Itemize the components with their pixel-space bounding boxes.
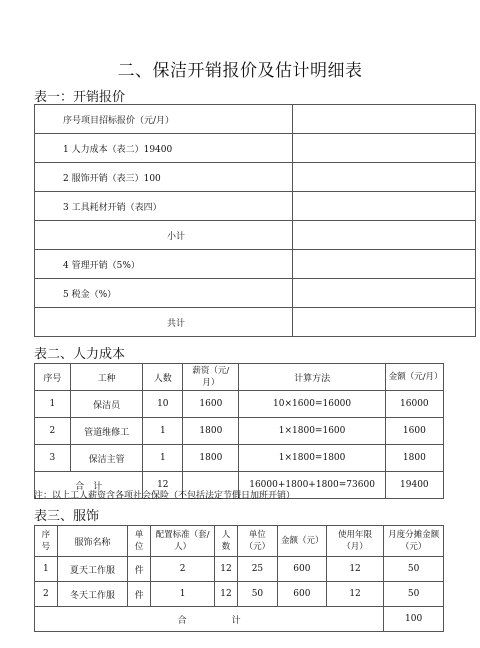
cell: 2 <box>151 557 215 582</box>
cell: 冬天工作服 <box>57 582 128 607</box>
t2-header-salary: 薪资（元/月） <box>183 364 239 391</box>
row-value <box>293 279 476 308</box>
t2-header-count: 人数 <box>143 364 183 391</box>
t2-header-type: 工种 <box>70 364 143 391</box>
row-label: 2 服饰开销（表三）100 <box>35 163 293 192</box>
cell: 管道维修工 <box>70 418 143 445</box>
cell: 1 <box>151 582 215 607</box>
row-label: 5 税金（%） <box>35 279 293 308</box>
cell: 1 <box>143 445 183 472</box>
table-row <box>35 582 444 607</box>
row-value <box>293 221 476 250</box>
t3-header-name: 服饰名称 <box>57 526 128 557</box>
cell: 10×1600=16000 <box>239 391 385 418</box>
cell: 件 <box>128 557 151 582</box>
row-value <box>293 192 476 221</box>
t3-header-no: 序号 <box>35 526 58 557</box>
cell: 保洁员 <box>70 391 143 418</box>
document-title: 二、保洁开销报价及估计明细表 <box>117 61 363 81</box>
t3-header-people: 人数 <box>215 526 238 557</box>
cell: 1600 <box>183 391 239 418</box>
cell: 1 <box>35 557 58 582</box>
cell: 25 <box>237 557 277 582</box>
cell: 夏天工作服 <box>57 557 128 582</box>
cell: 3 <box>35 445 71 472</box>
row-value <box>293 163 476 192</box>
table2-note: 注：以上工人薪资含各项社会保险（不包括法定节假日加班开销） <box>34 491 296 501</box>
table-row <box>35 134 476 163</box>
total-formula: 16000+1800+1800=73600 <box>239 472 385 499</box>
row-value <box>293 308 476 337</box>
table-total-row <box>35 607 444 632</box>
table3-caption: 表三、服饰 <box>34 509 100 524</box>
table-row <box>35 391 444 418</box>
total-amount: 19400 <box>385 472 443 499</box>
t2-header-no: 序号 <box>35 364 71 391</box>
table-row <box>35 557 444 582</box>
t3-header-monthly: 月度分摊金额（元） <box>384 526 444 557</box>
cell: 1800 <box>385 445 443 472</box>
t3-header-unit-price: 单位（元） <box>237 526 277 557</box>
cell: 16000 <box>385 391 443 418</box>
total-label: 合 计 <box>35 607 384 632</box>
t2-header-amount: 金额（元/月） <box>385 364 443 391</box>
cell: 2 <box>35 418 71 445</box>
row-value <box>293 134 476 163</box>
row-label: 1 人力成本（表二）19400 <box>35 134 293 163</box>
table-row <box>35 105 476 134</box>
table1-caption: 表一：开销报价 <box>34 90 126 105</box>
cell: 1×1800=1600 <box>239 418 385 445</box>
cell: 保洁主管 <box>70 445 143 472</box>
cell: 50 <box>384 582 444 607</box>
row-label: 小计 <box>35 221 293 250</box>
table2-labor-cost <box>34 363 444 499</box>
total-people: 12 <box>143 472 183 499</box>
total-amount: 100 <box>384 607 444 632</box>
row-label: 3 工具耗材开销（表四） <box>35 192 293 221</box>
table-row <box>35 279 476 308</box>
cell: 12 <box>326 557 383 582</box>
row-label: 序号项目招标报价（元/月） <box>35 105 293 134</box>
cell: 2 <box>35 582 58 607</box>
cell: 50 <box>237 582 277 607</box>
t3-header-years: 使用年限（月） <box>326 526 383 557</box>
table3-clothing <box>34 525 444 632</box>
cell: 1600 <box>385 418 443 445</box>
cell: 50 <box>384 557 444 582</box>
table-row <box>35 445 444 472</box>
t2-header-method: 计算方法 <box>239 364 385 391</box>
cell: 1×1800=1800 <box>239 445 385 472</box>
row-label: 4 管理开销（5%） <box>35 250 293 279</box>
t3-header-unit: 单位 <box>128 526 151 557</box>
table-row <box>35 163 476 192</box>
row-value <box>293 105 476 134</box>
table-row <box>35 221 476 250</box>
cell: 12 <box>326 582 383 607</box>
table-row <box>35 250 476 279</box>
t3-header-amount: 金额（元） <box>277 526 326 557</box>
cell: 1 <box>143 418 183 445</box>
total-label: 合 计 <box>35 472 143 499</box>
cell: 件 <box>128 582 151 607</box>
cell: 12 <box>215 582 238 607</box>
table-row <box>35 308 476 337</box>
row-value <box>293 250 476 279</box>
cell: 1800 <box>183 445 239 472</box>
table-row <box>35 192 476 221</box>
cell: 600 <box>277 582 326 607</box>
table-row <box>35 418 444 445</box>
cell: 1 <box>35 391 71 418</box>
cell: 1800 <box>183 418 239 445</box>
row-label: 共计 <box>35 308 293 337</box>
table1-cost-quote <box>34 104 476 337</box>
cell: 12 <box>215 557 238 582</box>
table2-caption: 表二、人力成本 <box>34 347 126 362</box>
t3-header-standard: 配置标准（套/人） <box>151 526 215 557</box>
cell: 600 <box>277 557 326 582</box>
cell: 10 <box>143 391 183 418</box>
